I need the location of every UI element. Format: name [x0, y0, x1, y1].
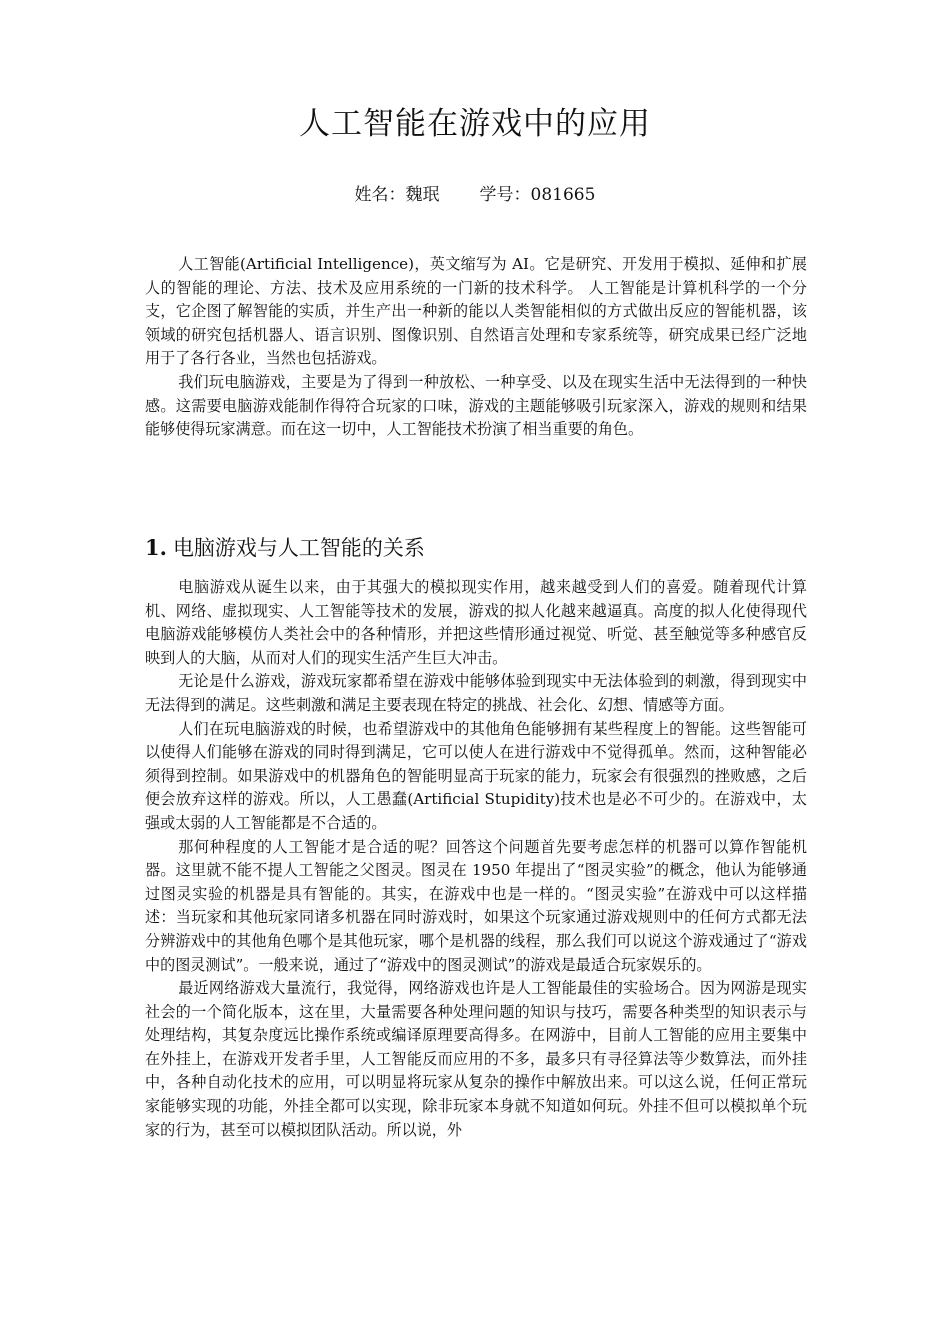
- section-1-paragraph-2: 无论是什么游戏，游戏玩家都希望在游戏中能够体验到现实中无法体验到的刺激，得到现实中无法得到的满足。这些刺激和满足主要表现在特定的挑战、社会化、幻想、情感等方面。: [145, 672, 807, 714]
- section-1-title: 电脑游戏与人工智能的关系: [172, 536, 425, 560]
- author-line: [0, 182, 950, 208]
- abstract-paragraph-1: 人工智能(Artificial Intelligence)，英文缩写为 AI。它是研究、开发用于模拟、延伸和扩展人的智能的理论、方法、技术及应用系统的一门新的技术科学。 人工智能是计算机科学的一个分支，它企图了解智能的实质，并生产出一种新的能以人类智能相似的方式做出反应的智能机器，该领域的研究包括机器人、语言识别、图像识别、自然语言处理和专家系统等，研究成果已经广泛地用于了各行各业，当然也包括游戏。: [145, 255, 807, 368]
- section-1-number: 1.: [145, 535, 167, 560]
- section-1-paragraph-3: 人们在玩电脑游戏的时候，也希望游戏中的其他角色能够拥有某些程度上的智能。这些智能可以使得人们能够在游戏的同时得到满足，它可以使人在进行游戏中不觉得孤单。然而，这种智能必须得到控制。如果游戏中的机器角色的智能明显高于玩家的能力，玩家会有很强烈的挫败感，之后便会放弃这样的游戏。所以，人工愚蠢(Artificial Stupidity)技术也是必不可少的。在游戏中，太强或太弱的人工智能都是不合适的。: [145, 719, 807, 832]
- section-1-heading: [145, 532, 807, 564]
- author-name: 姓名：魏珉: [354, 185, 440, 205]
- section-1-paragraph-1: 电脑游戏从诞生以来，由于其强大的模拟现实作用，越来越受到人们的喜爱。随着现代计算机、网络、虚拟现实、人工智能等技术的发展，游戏的拟人化越来越逼真。高度的拟人化使得现代电脑游戏能够模仿人类社会中的各种情形，并把这些情形通过视觉、听觉、甚至触觉等多种感官反映到人的大脑，从而对人们的现实生活产生巨大冲击。: [145, 578, 807, 667]
- document-title: 人工智能在游戏中的应用: [299, 106, 651, 142]
- abstract-paragraph-2: 我们玩电脑游戏，主要是为了得到一种放松、一种享受、以及在现实生活中无法得到的一种快感。这需要电脑游戏能制作得符合玩家的口味，游戏的主题能够吸引玩家深入，游戏的规则和结果能够使得玩家满意。而在这一切中，人工智能技术扮演了相当重要的角色。: [145, 372, 807, 439]
- section-1-paragraph-5: 最近网络游戏大量流行，我觉得，网络游戏也许是人工智能最佳的实验场合。因为网游是现实社会的一个简化版本，这在里，大量需要各种处理问题的知识与技巧，需要各种类型的知识表示与处理结构，其复杂度远比操作系统或编译原理要高得多。在网游中，目前人工智能的应用主要集中在外挂上，在游戏开发者手里，人工智能反而应用的不多，最多只有寻径算法等少数算法，而外挂中，各种自动化技术的应用，可以明显将玩家从复杂的操作中解放出来。可以这么说，任何正常玩家能够实现的功能，外挂全都可以实现，除非玩家本身就不知道如何玩。外挂不但可以模拟单个玩家的行为，甚至可以模拟团队活动。所以说，外: [145, 979, 807, 1139]
- abstract: [145, 253, 807, 442]
- section-1: [145, 532, 807, 1142]
- section-1-paragraph-4: 那何种程度的人工智能才是合适的呢？回答这个问题首先要考虑怎样的机器可以算作智能机器。这里就不能不提人工智能之父图灵。图灵在 1950 年提出了“图灵实验”的概念，他认为能够通过图灵实验的机器是具有智能的。其实，在游戏中也是一样的。“图灵实验”在游戏中可以这样描述：当玩家和其他玩家同诸多机器在同时游戏时，如果这个玩家通过游戏规则中的任何方式都无法分辨游戏中的其他角色哪个是其他玩家，哪个是机器的线程，那么我们可以说这个游戏通过了“游戏中的图灵测试”。一般来说，通过了“游戏中的图灵测试”的游戏是最适合玩家娱乐的。: [145, 837, 807, 974]
- student-id: 学号：081665: [479, 185, 596, 205]
